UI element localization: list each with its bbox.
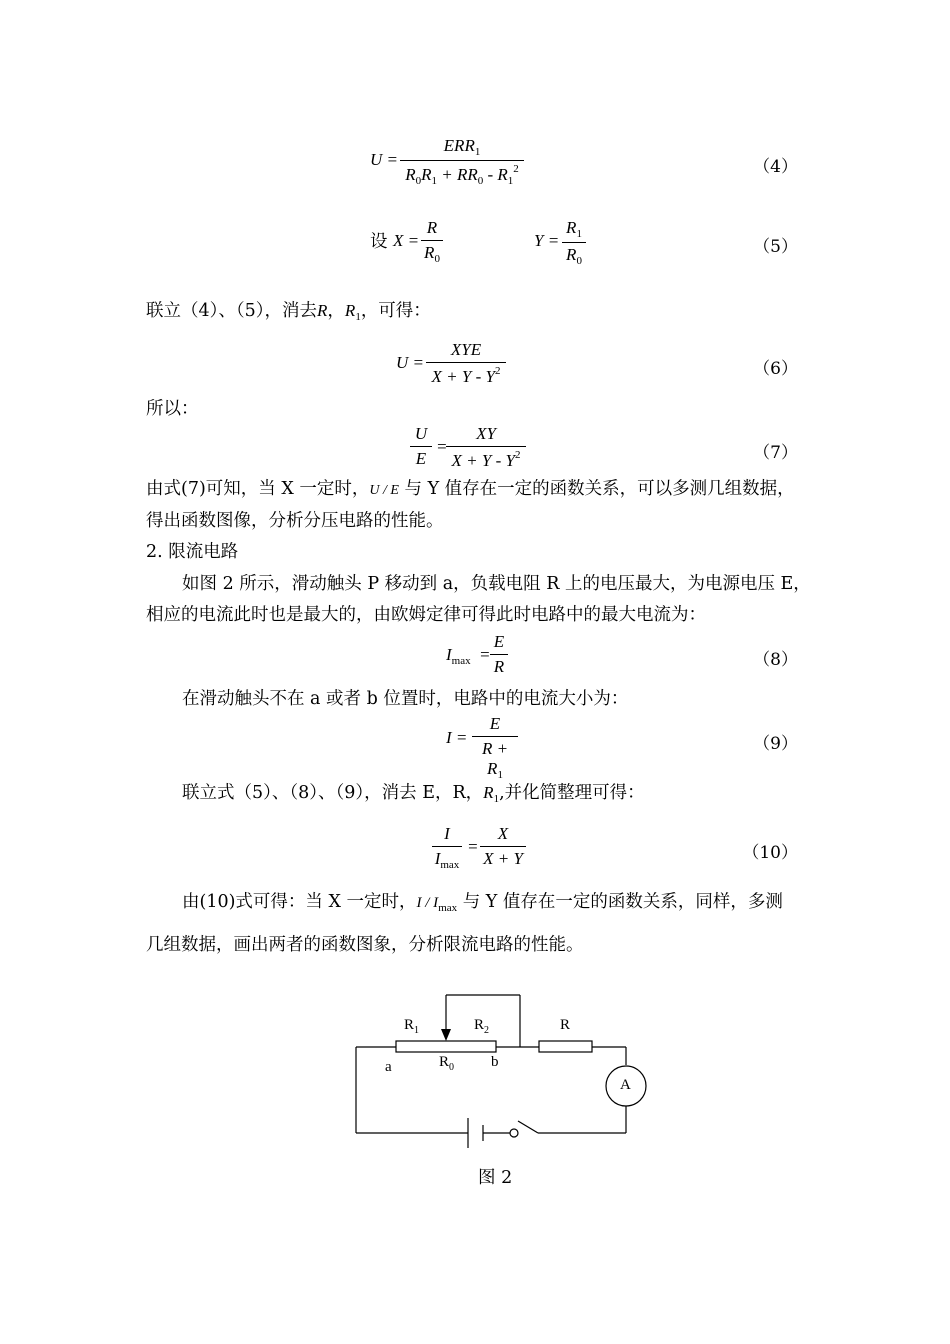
rheostat-r0 — [396, 1041, 496, 1052]
label-r2: $R_2$ — [474, 1017, 490, 1036]
resistor-r — [539, 1041, 592, 1052]
label-a: a — [385, 1059, 392, 1075]
figure-caption: 图 2 — [478, 1168, 513, 1188]
eq10-equals: = — [467, 837, 479, 856]
eq8-equals: = — [479, 645, 491, 664]
eq6-fraction: XYE $X + Y - Y^2$ — [426, 340, 506, 387]
eq8-lhs: $I_{max}$ — [446, 645, 471, 667]
eq6-number: （6） — [753, 359, 798, 379]
para1-line1: 由式(7)可知，当 X 一定时，U / E 与 Y 值存在一定的函数关系，可以多测几组数据， — [146, 479, 795, 499]
label-r: R — [560, 1017, 571, 1033]
para2-line2: 相应的电流此时也是最大的，由欧姆定律可得此时电路中的最大电流为： — [146, 605, 706, 625]
eq7-equals: = — [436, 437, 448, 456]
para1-line2: 得出函数图像，分析分压电路的性能。 — [146, 511, 444, 531]
para2-line1: 如图 2 所示，滑动触头 P 移动到 a，负载电阻 R 上的电压最大，为电源电压 E， — [182, 574, 811, 594]
eq9-fraction: E $R + R_1$ — [472, 714, 518, 781]
eq5-number: （5） — [753, 237, 798, 257]
para5-line1: 由(10)式可得：当 X 一定时，I / $I_{max}$ 与 Y 值存在一定的函数关系，同样，多测 — [182, 892, 783, 914]
eq9-lhs: I = — [446, 728, 468, 747]
eq8-fraction: E R — [490, 632, 508, 677]
text-lianli: 联立（4）、（5），消去R，$R_1$，可得： — [146, 301, 431, 323]
para3: 在滑动触头不在 a 或者 b 位置时，电路中的电流大小为： — [182, 689, 629, 709]
para4: 联立式（5）、（8）、（9），消去 E，R，$R_1$,并化简整理可得： — [182, 783, 645, 805]
eq5-she: 设 — [370, 232, 388, 252]
eq7-number: （7） — [753, 443, 798, 463]
label-r0: $R_0$ — [439, 1054, 455, 1073]
eq6-lhs: U = — [396, 353, 424, 372]
eq7-fraction: XY $X + Y - Y^2$ — [446, 424, 526, 471]
para5-line2: 几组数据，画出两者的函数图象，分析限流电路的性能。 — [146, 935, 584, 955]
eq10-lhs-fraction: I $I_{max}$ — [432, 824, 462, 871]
eq10-fraction: X X + Y — [480, 824, 526, 869]
eq10-number: （10） — [742, 843, 798, 863]
eq5-y-lhs: Y = — [534, 231, 560, 250]
ammeter-label: A — [620, 1077, 631, 1093]
eq8-number: （8） — [753, 650, 798, 670]
eq4-lhs: U = — [370, 150, 398, 169]
eq5-y-fraction: $R_1$ $R_0$ — [562, 218, 586, 267]
eq5-x-fraction: R $R_0$ — [421, 218, 443, 265]
slider-arrow — [441, 1029, 451, 1041]
eq7-lhs-fraction: U E — [410, 424, 432, 469]
text-suoyi: 所以： — [146, 399, 199, 419]
eq5-x-lhs: X = — [393, 231, 420, 250]
eq4-number: （4） — [753, 157, 798, 177]
heading-2: 2. 限流电路 — [146, 542, 239, 562]
eq9-number: （9） — [753, 734, 798, 754]
eq4-fraction: $ERR_1$ $R_0R_1 + RR_0 - R_1^2$ — [400, 136, 524, 187]
label-r1: $R_1$ — [404, 1017, 420, 1036]
label-b: b — [491, 1054, 499, 1070]
